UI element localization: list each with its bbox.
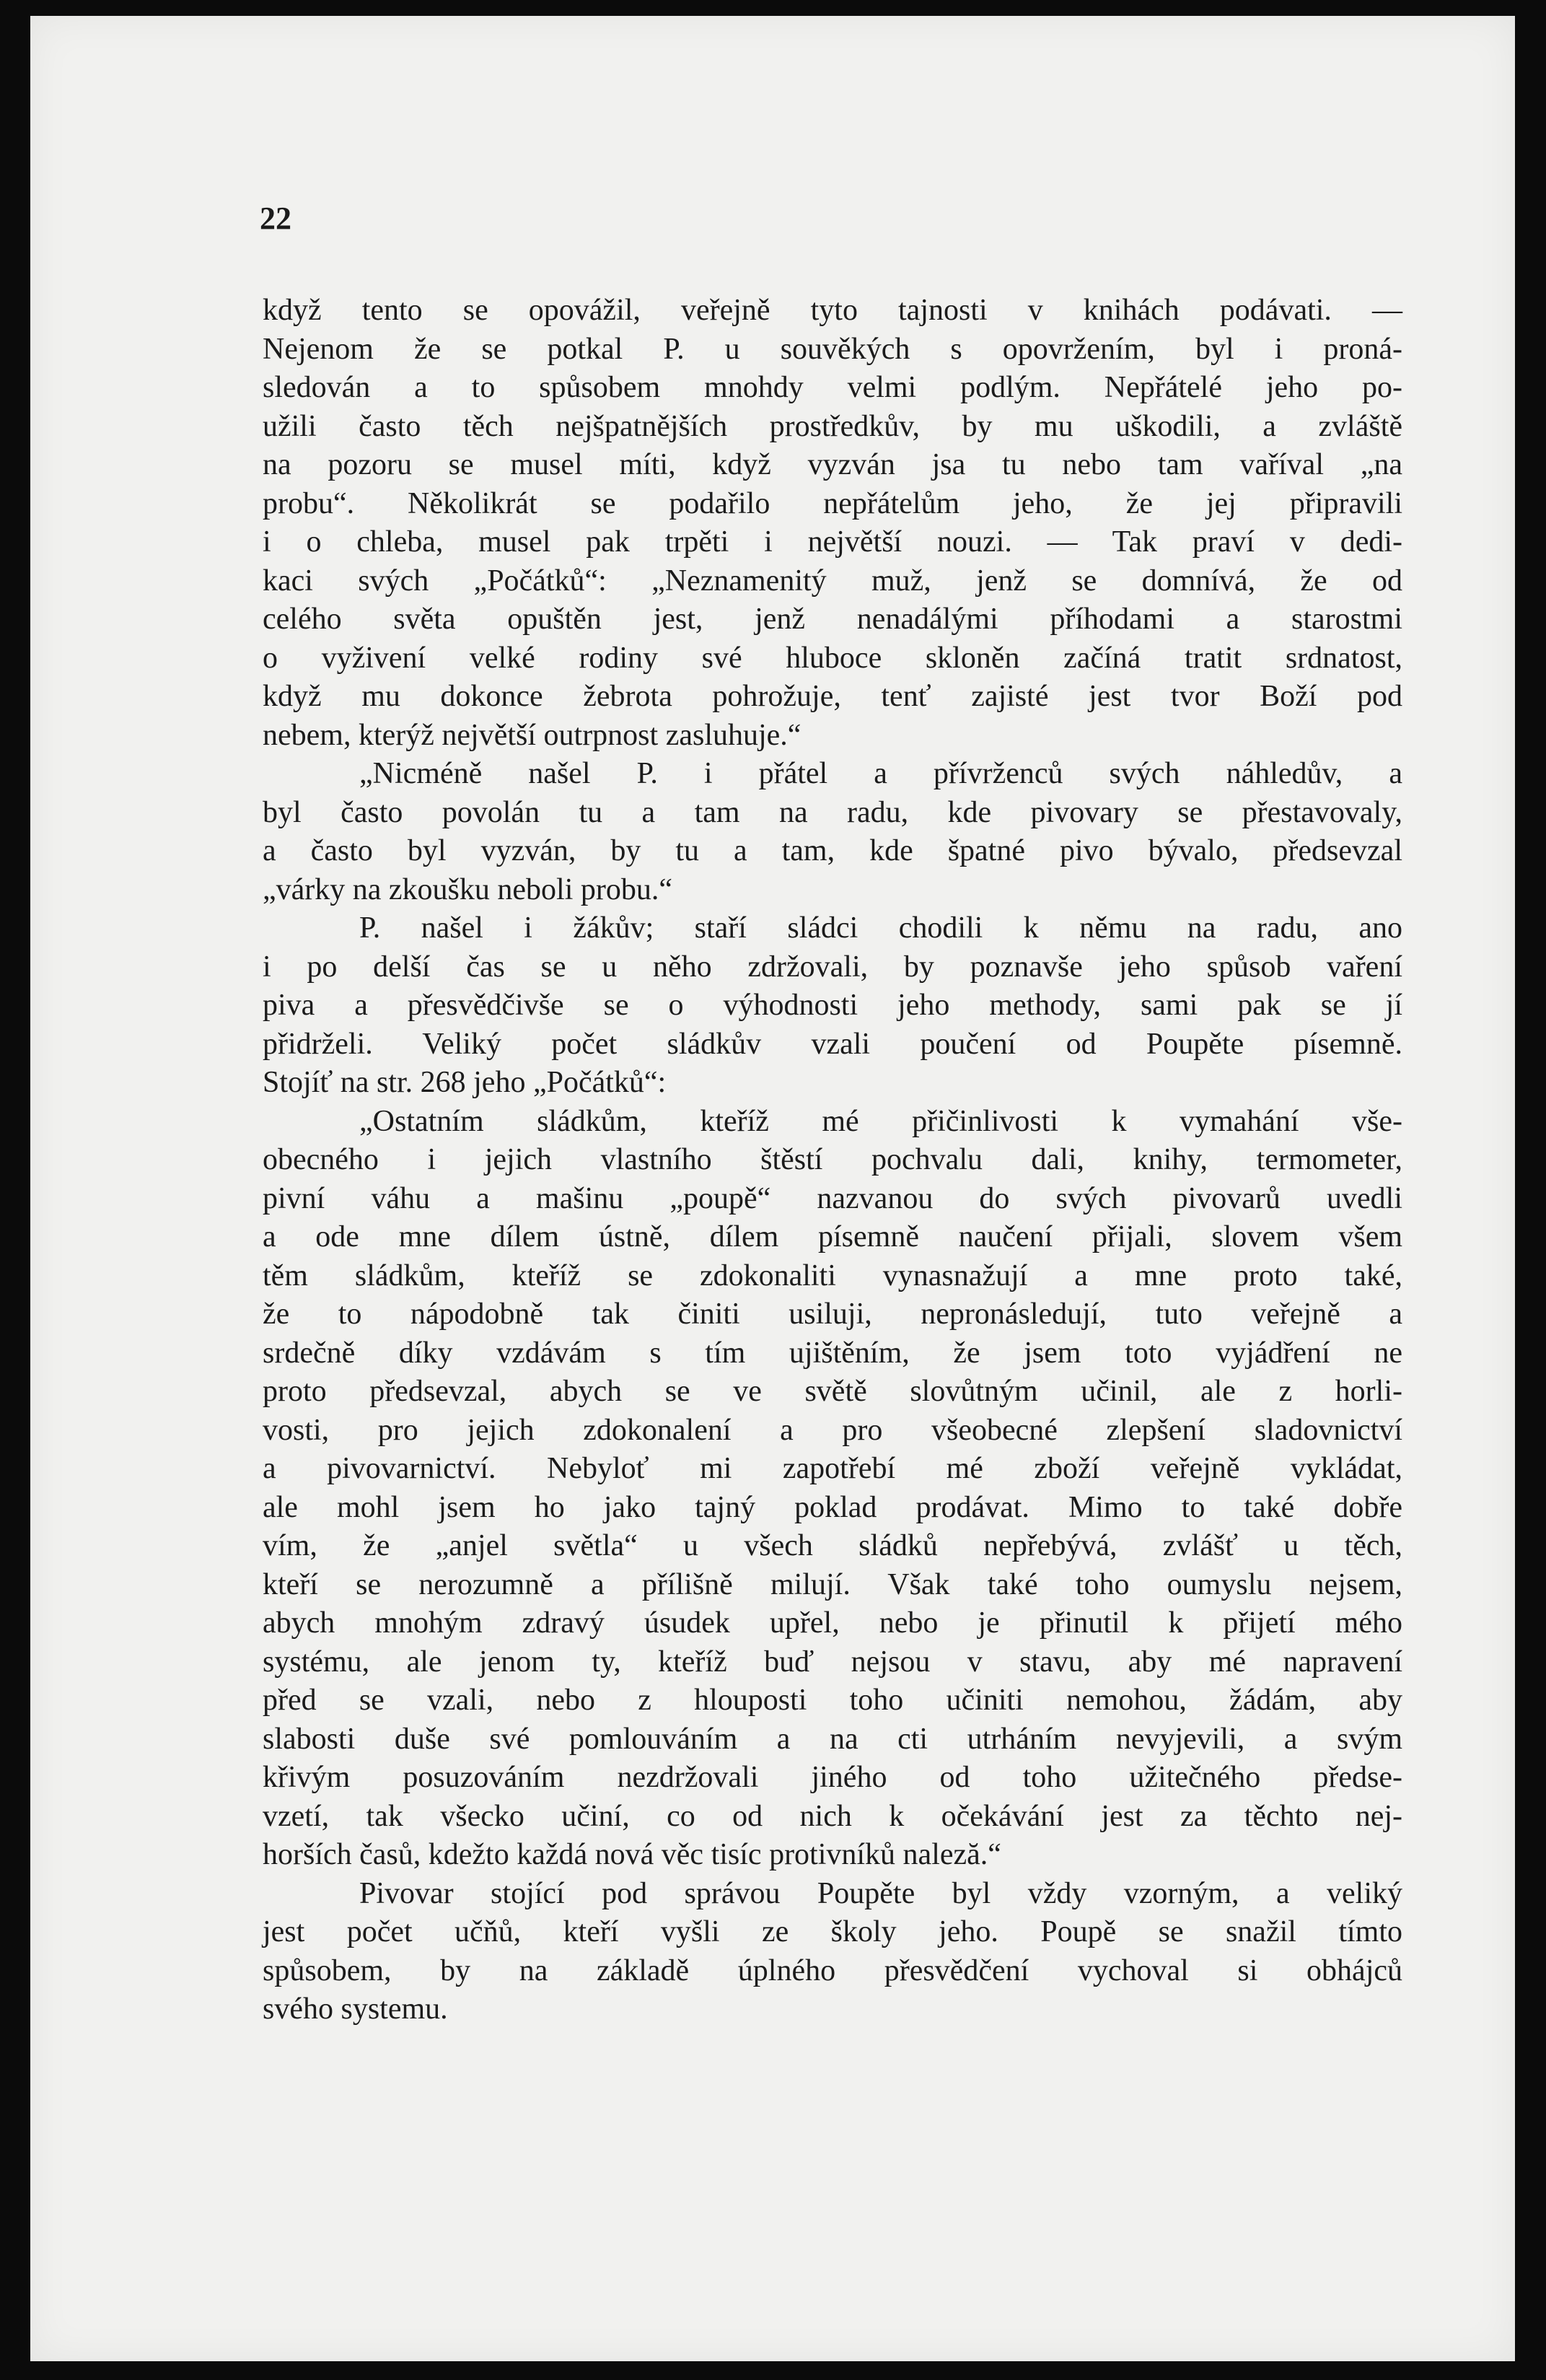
book-page [30, 16, 1515, 2361]
paragraph [263, 909, 1402, 1103]
text-line: kaci svých „Počátků“: „Neznamenitý muž, jenž se domnívá, že od [263, 564, 1402, 598]
text-line: a pivovarnictví. Nebyloť mi zapotřebí mé zboží veřejně vykládat, [263, 1452, 1402, 1485]
text-line: a často byl vyzván, by tu a tam, kde špatné pivo bývalo, předsevzal [263, 834, 1402, 867]
text-line: že to nápodobně tak činiti usiluji, nepronásledují, tuto veřejně a [263, 1298, 1402, 1331]
text-line: i o chleba, musel pak trpěti i největší nouzi. — Tak praví v dedi- [263, 525, 1402, 559]
text-line: P. našel i žákův; staří sládci chodili k němu na radu, ano [359, 911, 1402, 945]
text-line: Nejenom že se potkal P. u souvěkých s opovržením, byl i proná- [263, 332, 1402, 366]
text-line: srdečně díky vzdávám s tím ujištěním, že jsem toto vyjádření ne [263, 1336, 1402, 1370]
text-line: systému, ale jenom ty, kteříž buď nejsou v stavu, aby mé napravení [263, 1645, 1402, 1679]
text-line: užili často těch nejšpatnějších prostředkův, by mu uškodili, a zvláště [263, 409, 1402, 443]
text-line: probu“. Několikrát se podařilo nepřátelům jeho, že jej připravili [263, 486, 1402, 520]
text-line: abych mnohým zdravý úsudek upřel, nebo je přinutil k přijetí mého [263, 1606, 1402, 1640]
text-line: horších časů, kdežto každá nová věc tisíc protivníků naleză.“ [263, 1838, 1001, 1871]
text-line: byl často povolán tu a tam na radu, kde pivovary se přestavovaly, [263, 795, 1402, 829]
paragraph [263, 1875, 1402, 2029]
text-line: „Nicméně našel P. i přátel a přívrženců svých náhledův, a [359, 757, 1402, 790]
text-line: před se vzali, nebo z hlouposti toho učiniti nemohou, žádám, aby [263, 1684, 1402, 1717]
text-line: slabosti duše své pomlouváním a na cti utrháním nevyjevili, a svým [263, 1722, 1402, 1756]
text-line: spůsobem, by na základě úplného přesvědčení vychoval si obhájců [263, 1954, 1402, 1987]
text-line: křivým posuzováním nezdržovali jiného od toho užitečného předse- [263, 1761, 1402, 1794]
text-line: Stojíť na str. 268 jeho „Počátků“: [263, 1066, 667, 1099]
text-line: těm sládkům, kteříž se zdokonaliti vynasnažují a mne proto také, [263, 1259, 1402, 1292]
text-line: vzetí, tak všecko učiní, co od nich k očekávání jest za těchto nej- [263, 1799, 1402, 1833]
text-line: svého systemu. [263, 1992, 448, 2026]
text-line: sledován a to spůsobem mnohdy velmi podlým. Nepřátelé jeho po- [263, 371, 1402, 404]
text-line: a ode mne dílem ústně, dílem písemně naučení přijali, slovem všem [263, 1220, 1402, 1254]
text-line: obecného i jejich vlastního štěstí pochvalu dali, knihy, termometer, [263, 1143, 1402, 1176]
text-line: jest počet učňů, kteří vyšli ze školy jeho. Poupě se snažil tímto [263, 1915, 1402, 1948]
page-number: 22 [260, 201, 291, 236]
text-line: „várky na zkoušku neboli probu.“ [263, 872, 673, 906]
body-text [263, 292, 1402, 2029]
text-line: Pivovar stojící pod správou Poupěte byl vždy vzorným, a veliký [359, 1876, 1402, 1910]
text-line: „Ostatním sládkům, kteříž mé přičinlivosti k vymahání vše- [359, 1104, 1402, 1138]
text-line: ale mohl jsem ho jako tajný poklad prodávat. Mimo to také dobře [263, 1490, 1402, 1524]
text-line: vosti, pro jejich zdokonalení a pro všeobecné zlepšení sladovnictví [263, 1413, 1402, 1447]
text-line: i po delší čas se u něho zdržovali, by poznavše jeho spůsob vaření [263, 950, 1402, 984]
paragraph [263, 292, 1402, 755]
text-line: když tento se opovážil, veřejně tyto tajnosti v knihách podávati. — [263, 294, 1402, 327]
text-line: vím, že „anjel světla“ u všech sládků nepřebývá, zvlášť u těch, [263, 1529, 1402, 1562]
paragraph [263, 755, 1402, 909]
text-line: přidrželi. Veliký počet sládkův vzali poučení od Poupěte písemně. [263, 1027, 1402, 1061]
text-line: proto předsevzal, abych se ve světě slovůtným učinil, ale z horli- [263, 1375, 1402, 1408]
text-line: kteří se nerozumně a přílišně milují. Však také toho oumyslu nejsem, [263, 1567, 1402, 1601]
text-line: když mu dokonce žebrota pohrožuje, tenť zajisté jest tvor Boží pod [263, 680, 1402, 713]
text-line: na pozoru se musel míti, když vyzván jsa tu nebo tam vaříval „na [263, 448, 1402, 481]
text-line: o vyživení velké rodiny své hluboce skloněn začíná tratit srdnatost, [263, 641, 1402, 675]
paragraph [263, 1103, 1402, 1875]
text-line: nebem, kterýž největší outrpnost zasluhuje.“ [263, 718, 801, 752]
text-line: piva a přesvědčivše se o výhodnosti jeho methody, sami pak se jí [263, 989, 1402, 1022]
text-line: celého světa opuštěn jest, jenž nenadálými příhodami a starostmi [263, 603, 1402, 636]
text-line: pivní váhu a mašinu „poupě“ nazvanou do svých pivovarů uvedli [263, 1181, 1402, 1215]
